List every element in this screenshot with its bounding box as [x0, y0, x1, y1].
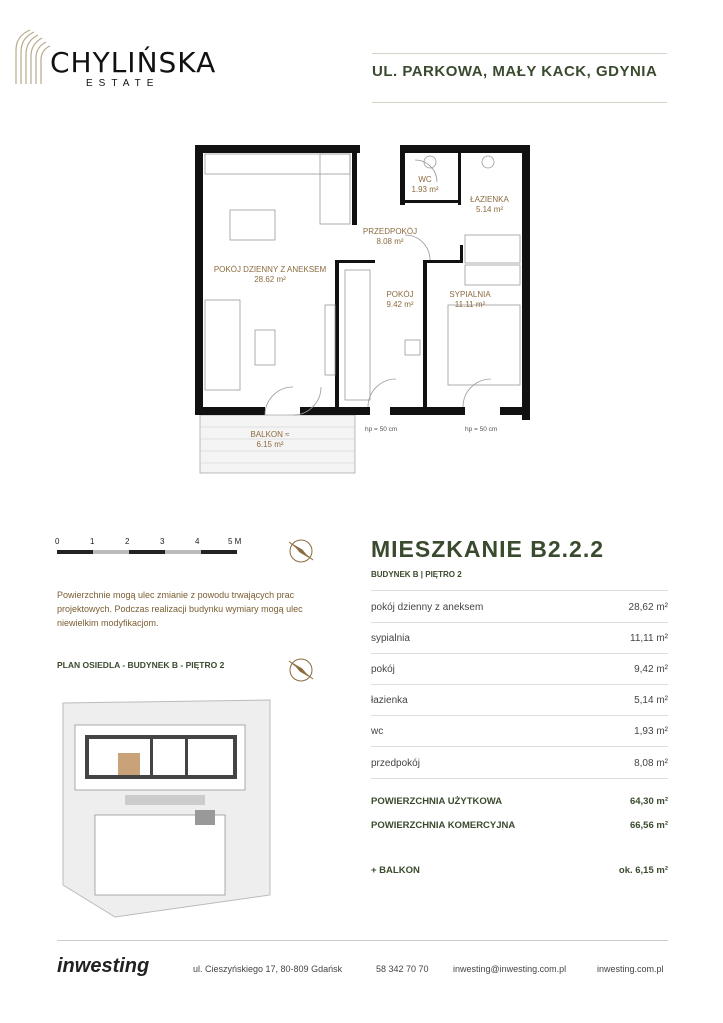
divider	[371, 684, 668, 685]
divider	[371, 590, 668, 591]
usable-area-value: 64,30 m²	[629, 796, 668, 807]
divider	[371, 746, 668, 747]
room-name: POKÓJ DZIENNY Z ANEKSEM	[213, 265, 327, 274]
room-area: 28.62 m²	[254, 275, 286, 284]
site-plan	[55, 695, 275, 920]
scale-bar	[57, 550, 237, 554]
room-row-area: 11,11 m²	[630, 633, 668, 644]
brand-logo: inwesting	[57, 955, 150, 977]
commercial-area-value: 66,56 m²	[629, 820, 668, 831]
divider	[372, 53, 667, 54]
scale-tick: 0	[55, 537, 60, 546]
divider	[57, 940, 668, 941]
divider	[371, 622, 668, 623]
site-plan-title: PLAN OSIEDLA - BUDYNEK B - PIĘTRO 2	[57, 660, 225, 670]
footer-phone[interactable]: 58 342 70 70	[376, 964, 429, 974]
page-address: UL. PARKOWA, MAŁY KACK, GDYNIA	[372, 63, 658, 80]
footer-email[interactable]: inwesting@inwesting.com.pl	[453, 964, 567, 974]
divider	[372, 102, 667, 103]
apartment-subtitle: BUDYNEK B | PIĘTRO 2	[371, 570, 462, 579]
logo-lines-icon	[14, 28, 54, 84]
room-name: PRZEDPOKÓJ	[362, 227, 418, 236]
room-row-name: sypialnia	[371, 633, 410, 644]
scale-tick: 3	[160, 537, 165, 546]
room-area: 6.15 m²	[256, 440, 284, 449]
sill-height-label: hp = 50 cm	[465, 426, 498, 433]
room-area: 1.93 m²	[411, 185, 439, 194]
room-area: 11.11 m²	[454, 300, 486, 309]
compass-icon	[286, 655, 316, 685]
room-row-name: wc	[371, 726, 384, 737]
footer-website[interactable]: inwesting.com.pl	[597, 964, 664, 974]
room-row-area: 1,93 m²	[634, 726, 668, 737]
room-area: 5.14 m²	[475, 205, 504, 214]
logo-name: CHYLIŃSKA	[50, 46, 217, 79]
scale-tick: 5 M	[228, 537, 242, 546]
scale-tick: 1	[90, 537, 95, 546]
divider	[371, 715, 668, 716]
commercial-area-label: POWIERZCHNIA KOMERCYJNA	[371, 820, 516, 831]
apartment-title: MIESZKANIE B2.2.2	[371, 536, 604, 562]
room-row-name: przedpokój	[371, 758, 420, 769]
room-row-name: pokój dzienny z aneksem	[371, 602, 484, 613]
logo-subtitle: ESTATE	[86, 78, 160, 89]
room-name: WC	[418, 175, 432, 184]
scale-tick: 4	[195, 537, 200, 546]
room-area: 9.42 m²	[386, 300, 414, 309]
balcony-label: + BALKON	[371, 865, 420, 876]
room-row-name: łazienka	[371, 695, 408, 706]
room-row-area: 9,42 m²	[634, 664, 668, 675]
usable-area-label: POWIERZCHNIA UŻYTKOWA	[371, 796, 503, 807]
divider	[371, 653, 668, 654]
disclaimer-note: Powierzchnie mogą ulec zmianie z powodu trwających prac projektowych. Podczas realizacji budynku wymiary mogą ulec niewielkim modyfikacjom.	[57, 590, 303, 628]
room-name: POKÓJ	[386, 290, 414, 299]
room-row-name: pokój	[371, 664, 395, 675]
floor-plan	[190, 140, 540, 475]
room-row-area: 8,08 m²	[634, 758, 668, 769]
room-name: SYPIALNIA	[449, 290, 491, 299]
compass-icon	[286, 536, 316, 566]
sill-height-label: hp = 50 cm	[365, 426, 398, 433]
divider	[371, 778, 668, 779]
room-row-area: 28,62 m²	[628, 602, 668, 613]
balcony-value: ok. 6,15 m²	[618, 865, 668, 876]
room-area: 8.08 m²	[376, 237, 404, 246]
highlighted-unit	[118, 753, 140, 775]
footer-address: ul. Cieszyńskiego 17, 80-809 Gdańsk	[193, 964, 343, 974]
room-row-area: 5,14 m²	[634, 695, 668, 706]
scale-tick: 2	[125, 537, 130, 546]
room-name: BALKON ≈	[250, 430, 290, 439]
room-name: ŁAZIENKA	[470, 195, 509, 204]
